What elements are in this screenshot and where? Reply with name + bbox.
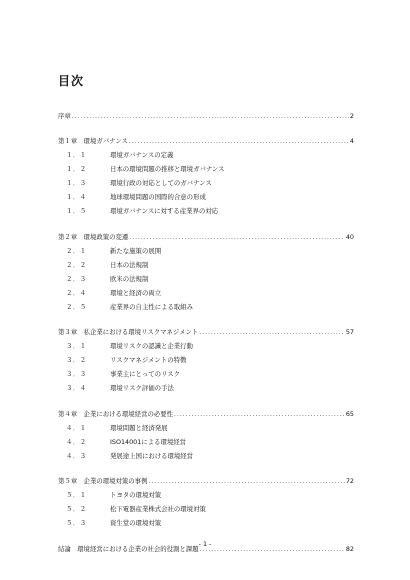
section-title: 環境行政の対応としてのガバナンス [110,179,212,187]
dot-leader [129,234,345,241]
toc-entry-page: 40 [345,232,354,241]
section-number: ３．４ [66,384,87,392]
toc-section-entry [58,485,354,499]
section-number: １．３ [66,179,87,187]
section-number: １．１ [66,151,87,159]
section-title: トヨタの環境対策 [110,491,162,499]
toc-entry-label: 第１章 環境ガバナンス [58,137,128,145]
section-number: ２．５ [66,302,87,311]
toc-section-entry [58,418,354,432]
toc-entry-label: 序章 [58,111,71,120]
toc-section-entry [58,269,354,283]
toc-section-entry [58,336,354,350]
section-number: ２．３ [66,274,87,283]
section-number: ５．２ [66,505,87,513]
toc-section-entry [58,513,354,527]
toc-title: 目次 [58,74,85,88]
toc-entry-page: 72 [345,477,354,485]
toc-section-entry [58,201,354,215]
toc-entry-label: 第３章 私企業における環境リスクマネジメント [58,328,199,336]
toc-entry-chapter [58,470,354,486]
section-title: 欧米の法規制 [110,274,149,283]
section-title: 環境ガバナンスに対する産業界の対応 [110,207,219,215]
toc-section-entry [58,364,354,378]
toc-section-entry [58,255,354,269]
toc-entry-label: 第２章 環境政策の変遷 [58,232,129,241]
section-title: 日本の法規制 [110,260,149,269]
toc-section-entry [58,241,354,255]
section-title: 環境リスクの認識と企業行動 [110,342,193,350]
toc-entry-label: 結論 環境経営における企業の社会的役割と課題 [58,544,199,553]
toc-section-entry [58,350,354,364]
toc-entry-page: 4 [349,137,354,145]
dot-leader [148,478,344,485]
section-number: ２．２ [66,260,87,269]
toc-entry-chapter [58,402,354,418]
section-number: ４．１ [66,423,87,432]
toc-section-entry [58,159,354,173]
dot-leader [72,113,349,120]
section-title: 事業主にとってのリスク [110,370,181,378]
toc-entry-preface [58,104,354,120]
toc-entry-chapter [58,225,354,241]
section-number: ２．４ [66,288,87,297]
toc-entry-label: 第５章 企業の環境対策の事例 [58,477,148,485]
toc-section-entry [58,283,354,297]
section-title: 資生堂の環境対策 [110,519,162,527]
section-title: 日本の環境問題の推移と環境ガバナンス [110,165,225,173]
toc-entry-label: 第４章 企業における環境経営の必要性 [58,409,174,418]
dot-leader [199,329,345,336]
toc-entry-page: 57 [345,328,354,336]
toc-section-entry [58,297,354,311]
section-title: 環境問題と経済発展 [110,423,168,432]
dot-leader [174,411,345,418]
section-number: １．５ [66,207,87,215]
section-title: 発展途上国における環境経営 [110,451,194,460]
section-title: 地球環境問題の国際的合意の形成 [110,193,206,201]
section-title: 新たな施策の展開 [110,246,162,255]
section-number: ４．３ [66,451,87,460]
section-number: １．４ [66,193,87,201]
toc-section-entry [58,499,354,513]
dot-leader [129,138,349,145]
section-title: 環境と経済の両立 [110,288,162,297]
toc-section-entry [58,432,354,446]
toc-entry-page: 82 [345,544,354,553]
section-title: 環境リスク評価の手法 [110,384,174,392]
toc-chapters [58,130,354,528]
toc-entry-chapter [58,321,354,337]
toc-section-entry [58,378,354,392]
page-number: - 1 - [198,540,212,548]
toc-entry-chapter [58,130,354,146]
section-number: ３．３ [66,370,87,378]
section-number: ４．２ [66,437,87,446]
section-number: ５．１ [66,491,87,499]
section-title: ISO14001による環境経営 [110,437,187,446]
section-number: ５．３ [66,519,87,527]
section-title: 松下電器産業株式会社の環境対策 [110,505,206,513]
toc-entry-page: 2 [349,111,354,120]
toc-section-entry [58,145,354,159]
toc-section-entry [58,187,354,201]
section-title: 環境ガバナンスの定義 [110,151,174,159]
section-title: 産業界の自主性による取組み [110,302,194,311]
section-number: １．２ [66,165,87,173]
toc-entry-page: 65 [345,409,354,418]
toc-section-entry [58,446,354,460]
section-number: ３．２ [66,356,87,364]
toc-section-entry [58,173,354,187]
table-of-contents [58,104,354,553]
section-number: ３．１ [66,342,87,350]
section-number: ２．１ [66,246,87,255]
section-title: リスクマネジメントの特徴 [110,356,187,364]
